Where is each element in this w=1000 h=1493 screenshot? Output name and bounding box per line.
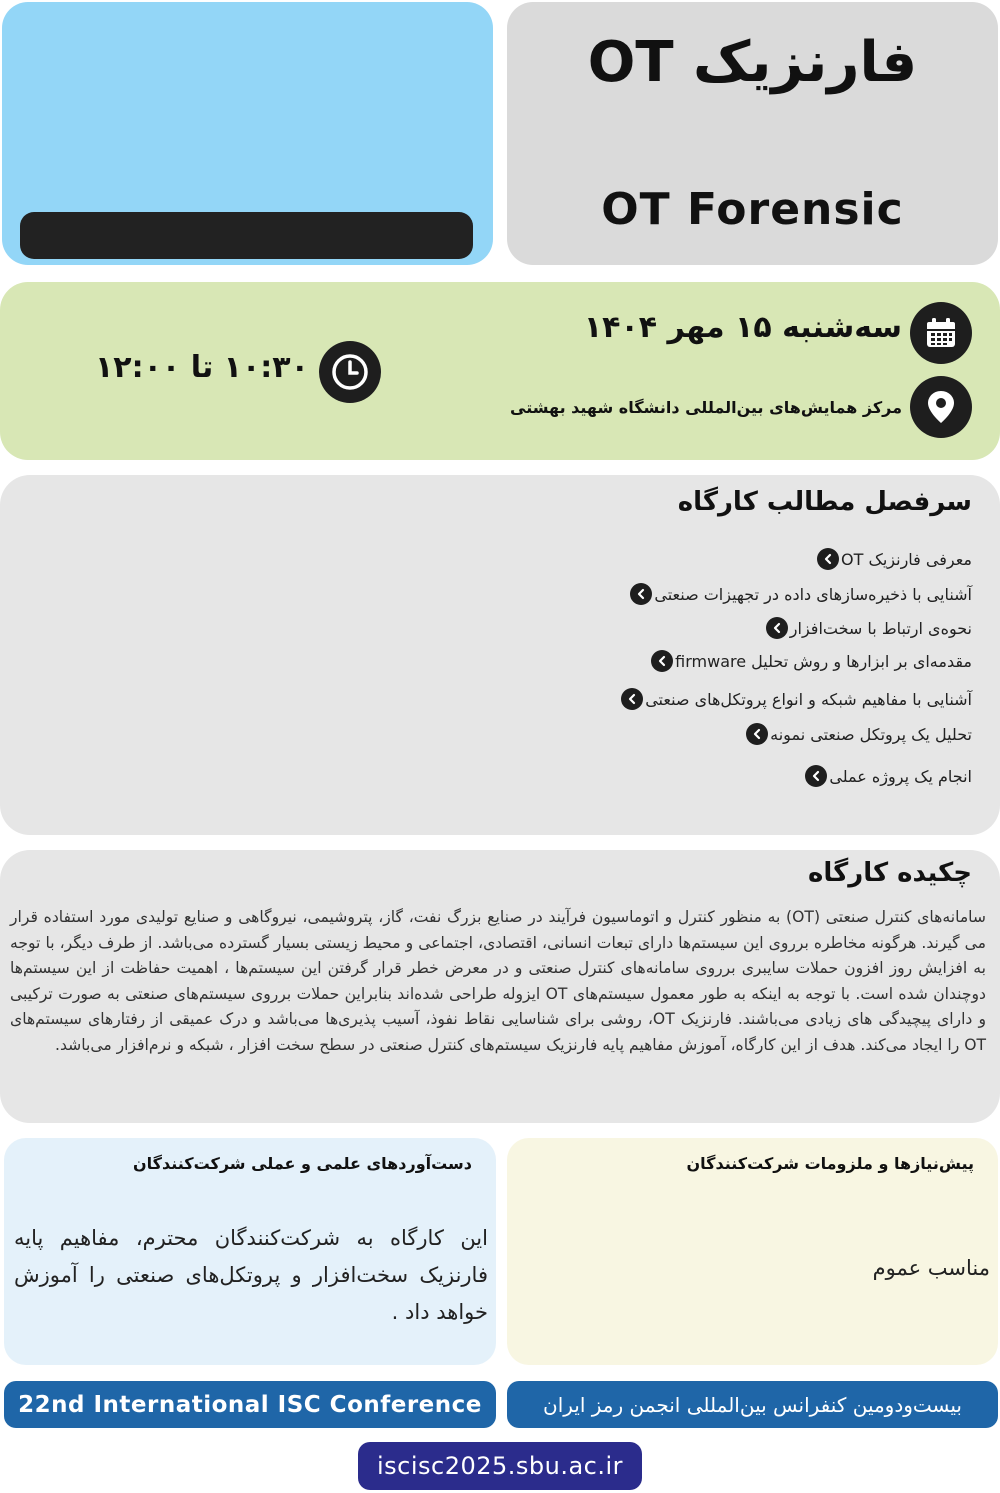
event-time: ۱۰:۳۰ تا ۱۲:۰۰ — [95, 350, 309, 385]
outline-item-label: معرفی فارنزیک OT — [841, 549, 972, 569]
outcomes-card — [4, 1138, 496, 1365]
outline-item-label: نحوه‌ی ارتباط با سخت‌افزار — [789, 618, 972, 638]
outline-item — [630, 583, 972, 605]
abstract-card — [0, 850, 1000, 1123]
outline-item — [621, 688, 972, 710]
event-info-band — [0, 282, 1000, 460]
abstract-title: چکیده کارگاه — [808, 858, 972, 888]
event-date: سه‌شنبه ۱۵ مهر ۱۴۰۴ — [583, 310, 902, 345]
event-venue: مرکز همایش‌های بین‌المللی دانشگاه شهید بهشتی — [510, 398, 902, 417]
workshop-title-english: OT Forensic — [601, 184, 904, 235]
outline-item — [651, 650, 972, 672]
chevron-left-icon — [766, 617, 788, 639]
outline-card — [0, 475, 1000, 835]
chevron-left-icon — [805, 765, 827, 787]
outline-title: سرفصل مطالب کارگاه — [677, 487, 972, 517]
chevron-left-icon — [651, 650, 673, 672]
abstract-body: سامانه‌های کنترل صنعتی (OT) به منظور کنترل و اتوماسیون فرآیند در صنایع بزرگ نفت، گاز، پتروشیمی، نیروگاهی و صنایع تولیدی مورد استفاده قرار می گیرند. هرگونه مخاطره برروی این سیستم‌ها دارای تبعات انسانی، اقتصادی، اجتماعی و محیط زیستی بسیار گسترده می‌باشد. از طرف دیگر، با توجه به افزایش روز افزون حملات سایبری برروی سامانه‌های کنترل صنعتی و در معرض خطر قرار گرفتن این سیستم‌ها ، اهمیت حفاظت از این سیستم‌ها دوچندان شده است. با توجه به اینکه به طور معمول سیستم‌های OT ایزوله طراحی شده‌اند بنابراین حملات برروی سیستم‌های صنعتی به صورت ترکیبی و دارای پیچیدگی های زیادی می‌باشند. فارنزیک OT، روشی برای شناسایی نقاط نفوذ، آسیب پذیری‌ها می‌باشد و درک عمیقی از رفتارهای سیستم‌های OT را ایجاد می‌کند. هدف از این کارگاه، آموزش مفاهیم پایه فارنزیک سیستم‌های کنترل صنعتی در سطح سخت افزار ، شبکه و نرم‌افزار می‌باشد. — [10, 908, 986, 1054]
location-pin-icon — [910, 376, 972, 438]
prerequisites-title: پیش‌نیازها و ملزومات شرکت‌کنندگان — [686, 1154, 974, 1173]
prerequisites-card — [507, 1138, 998, 1365]
outline-item-label: آشنایی با ذخیره‌سازهای داده در تجهیزات صنعتی — [654, 584, 972, 604]
chevron-left-icon — [746, 723, 768, 745]
outcomes-body: این کارگاه به شرکت‌کنندگان محترم، مفاهیم پایه فارنزیک سخت‌افزار و پروتکل‌های صنعتی را آموزش خواهد داد . — [14, 1226, 488, 1324]
prerequisites-body: مناسب عموم — [872, 1256, 990, 1280]
conference-name-english: 22nd International ISC Conference — [4, 1381, 496, 1428]
outline-item-label: مقدمه‌ای بر ابزارها و روش تحلیل firmware — [675, 651, 972, 671]
chevron-left-icon — [621, 688, 643, 710]
outline-item — [817, 548, 972, 570]
outline-item — [746, 723, 972, 745]
outcomes-title: دست‌آوردهای علمی و عملی شرکت‌کنندگان — [133, 1154, 472, 1173]
website-link[interactable]: iscisc2025.sbu.ac.ir — [358, 1442, 642, 1490]
conference-name-persian: بیست‌ودومین کنفرانس بین‌المللی انجمن رمز ایران — [507, 1381, 998, 1428]
calendar-icon — [910, 302, 972, 364]
outline-item-label: آشنایی با مفاهیم شبکه و انواع پروتکل‌های صنعتی — [645, 689, 972, 709]
outline-item-label: انجام یک پروژه عملی — [829, 766, 972, 786]
outline-item — [766, 617, 972, 639]
outline-item — [805, 765, 972, 787]
title-card — [507, 2, 998, 265]
outline-item-label: تحلیل یک پروتکل صنعتی نمونه — [770, 724, 972, 744]
chevron-left-icon — [817, 548, 839, 570]
speaker-card — [2, 2, 493, 265]
clock-icon — [319, 341, 381, 403]
redacted-speaker-name — [20, 212, 473, 259]
chevron-left-icon — [630, 583, 652, 605]
workshop-title-persian: فارنزیک OT — [587, 30, 918, 95]
